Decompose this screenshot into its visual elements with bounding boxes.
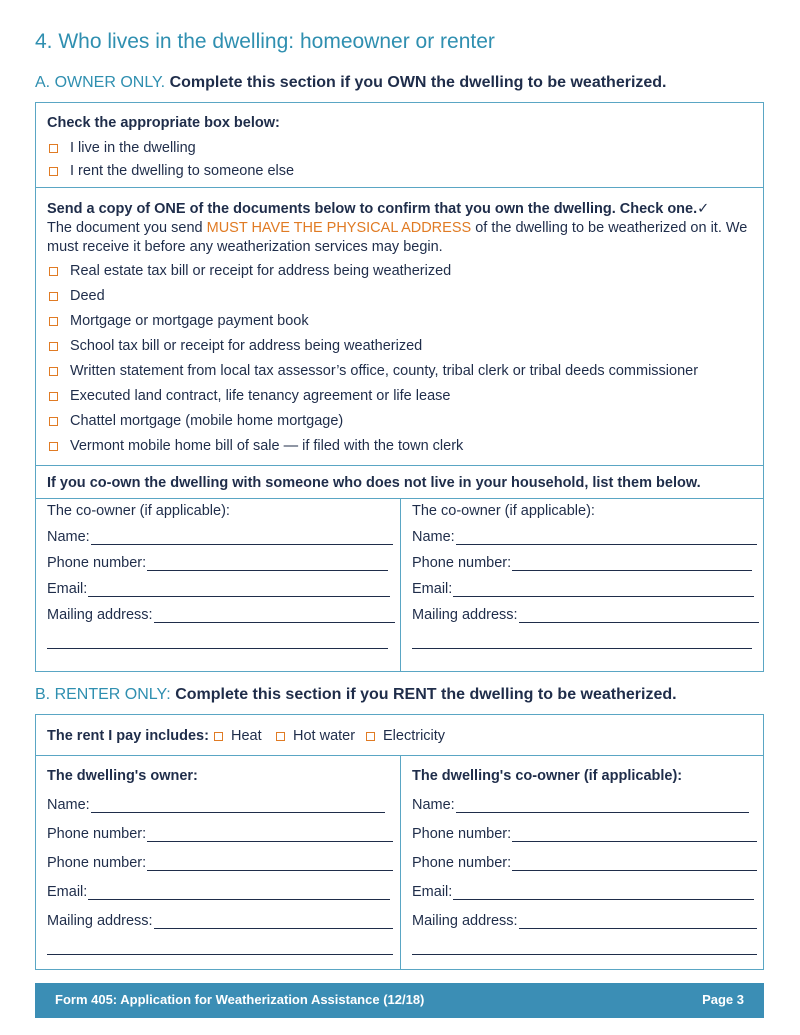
section-heading: 4. Who lives in the dwelling: homeowner or renter	[35, 30, 495, 53]
doc-checkbox-bill-of-sale[interactable]	[49, 442, 58, 451]
renter-coowner-heading: The dwelling's co-owner (if applicable):	[412, 768, 683, 784]
rent-to-someone-checkbox[interactable]	[49, 167, 58, 176]
live-in-dwelling-checkbox[interactable]	[49, 144, 58, 153]
coowner-prompt: If you co-own the dwelling with someone who does not live in your household, list them below.	[47, 475, 701, 491]
divider	[36, 187, 763, 188]
doc-label: Vermont mobile home bill of sale — if filed with the town clerk	[70, 438, 464, 454]
doc-checkbox-school-tax[interactable]	[49, 342, 58, 351]
doc-label: Chattel mortgage (mobile home mortgage)	[70, 413, 344, 429]
coowner1-email-field[interactable]: Email:	[47, 581, 390, 597]
hot-water-checkbox[interactable]	[276, 732, 285, 741]
coowner1-name-field[interactable]: Name:	[47, 529, 393, 545]
page-number: Page 3	[702, 992, 744, 1007]
coowner2-phone-field[interactable]: Phone number:	[412, 555, 752, 571]
renter-coowner-name-field[interactable]: Name:	[412, 797, 749, 813]
documents-note-line1: The document you send MUST HAVE THE PHYSICAL ADDRESS of the dwelling to be weatherized on it. We	[47, 220, 748, 236]
renter-coowner-phone2-field[interactable]: Phone number:	[412, 855, 757, 871]
owner-section-instructions: Complete this section if you OWN the dwelling to be weatherized.	[169, 74, 667, 91]
coowner1-address-field[interactable]: Mailing address:	[47, 607, 395, 623]
owner-phone1-field[interactable]: Phone number:	[47, 826, 393, 842]
doc-checkbox-tax-bill[interactable]	[49, 267, 58, 276]
utility-label: Electricity	[383, 728, 446, 744]
coowner-heading: The co-owner (if applicable):	[412, 503, 595, 519]
form-title: Form 405: Application for Weatherization Assistance (12/18)	[55, 992, 425, 1007]
documents-title: Send a copy of ONE of the documents below to confirm that you own the dwelling. Check one.✓	[47, 201, 710, 217]
doc-label: Mortgage or mortgage payment book	[70, 313, 309, 329]
heat-checkbox[interactable]	[214, 732, 223, 741]
utility-label: Heat	[231, 728, 262, 744]
owner-phone2-field[interactable]: Phone number:	[47, 855, 393, 871]
doc-checkbox-chattel-mortgage[interactable]	[49, 417, 58, 426]
renter-coowner-address-field[interactable]: Mailing address:	[412, 913, 757, 929]
owner-name-field[interactable]: Name:	[47, 797, 385, 813]
option-label: I rent the dwelling to someone else	[70, 163, 295, 179]
doc-checkbox-mortgage[interactable]	[49, 317, 58, 326]
renter-coowner-phone1-field[interactable]: Phone number:	[412, 826, 757, 842]
owner-section-title	[35, 74, 667, 92]
owner-address-field[interactable]: Mailing address:	[47, 913, 393, 929]
rent-includes-label: The rent I pay includes:	[47, 728, 209, 744]
owner-section-lead: A. OWNER ONLY.	[35, 74, 166, 91]
check-prompt: Check the appropriate box below:	[47, 115, 280, 131]
check-mark-icon: ✓	[697, 201, 710, 217]
doc-checkbox-land-contract[interactable]	[49, 392, 58, 401]
coowner-heading: The co-owner (if applicable):	[47, 503, 230, 519]
coowner1-address-line2[interactable]	[47, 648, 388, 649]
owner-address-line2[interactable]	[47, 954, 393, 955]
physical-address-emphasis: MUST HAVE THE PHYSICAL ADDRESS	[206, 220, 472, 236]
doc-label: Executed land contract, life tenancy agreement or life lease	[70, 388, 451, 404]
coowner2-address-line2[interactable]	[412, 648, 752, 649]
renter-section-box	[35, 714, 764, 970]
owner-email-field[interactable]: Email:	[47, 884, 390, 900]
renter-section-lead: B. RENTER ONLY:	[35, 686, 171, 703]
renter-section-title	[35, 686, 677, 704]
utility-label: Hot water	[293, 728, 356, 744]
doc-label: School tax bill or receipt for address being weatherized	[70, 338, 423, 354]
page-footer	[35, 983, 764, 1018]
renter-coowner-address-line2[interactable]	[412, 954, 757, 955]
documents-note-line2: must receive it before any weatherization services may begin.	[47, 239, 443, 255]
coowner1-phone-field[interactable]: Phone number:	[47, 555, 388, 571]
option-label: I live in the dwelling	[70, 140, 196, 156]
doc-checkbox-written-statement[interactable]	[49, 367, 58, 376]
doc-label: Real estate tax bill or receipt for address being weatherized	[70, 263, 452, 279]
coowner2-email-field[interactable]: Email:	[412, 581, 754, 597]
doc-checkbox-deed[interactable]	[49, 292, 58, 301]
owner-section-box	[35, 102, 764, 672]
column-divider	[400, 755, 401, 970]
doc-label: Deed	[70, 288, 105, 304]
column-divider	[400, 498, 401, 672]
renter-coowner-email-field[interactable]: Email:	[412, 884, 754, 900]
divider	[36, 465, 763, 466]
doc-label: Written statement from local tax assessor’s office, county, tribal clerk or tribal deeds commissioner	[70, 363, 699, 379]
owner-heading: The dwelling's owner:	[47, 768, 198, 784]
coowner2-address-field[interactable]: Mailing address:	[412, 607, 759, 623]
electricity-checkbox[interactable]	[366, 732, 375, 741]
coowner2-name-field[interactable]: Name:	[412, 529, 757, 545]
renter-section-instructions: Complete this section if you RENT the dwelling to be weatherized.	[175, 686, 677, 703]
